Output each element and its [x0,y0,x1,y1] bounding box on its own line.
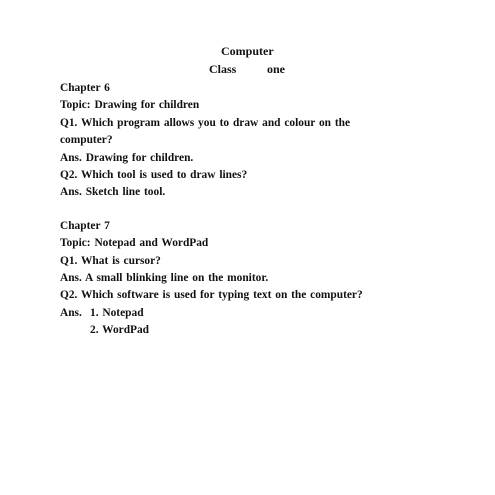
answer-2-item-2 [60,322,480,339]
answer-1: Ans. A small blinking line on the monitor. [60,272,269,285]
question-2: Q2. Which tool is used to draw lines? [60,169,248,182]
class-value: one [267,62,285,76]
section-gap [60,202,480,218]
question-1: Q1. What is cursor? [60,254,161,267]
class-label: Class [209,62,237,76]
answer-list-item: 2. WordPad [90,324,150,337]
answer-1: Ans. Drawing for children. [60,151,194,164]
question-1-continued: computer? [60,134,113,147]
answer-2: Ans. Sketch line tool. [60,186,166,199]
question-2: Q2. Which software is used for typing text on the computer? [60,289,363,302]
document-content [60,80,480,340]
chapter-heading: Chapter 7 [60,219,110,232]
question-1: Q1. Which program allows you to draw and colour on the [60,116,351,129]
chapter-heading: Chapter 6 [60,82,110,94]
chapter-topic: Topic: Drawing for children [60,99,200,112]
answer-prefix: Ans. [60,306,82,319]
page-title: Computer [221,44,274,58]
answer-list-item: 1. Notepad [90,306,144,319]
answer-2-item-1 [60,305,480,322]
chapter-topic: Topic: Notepad and WordPad [60,237,209,250]
